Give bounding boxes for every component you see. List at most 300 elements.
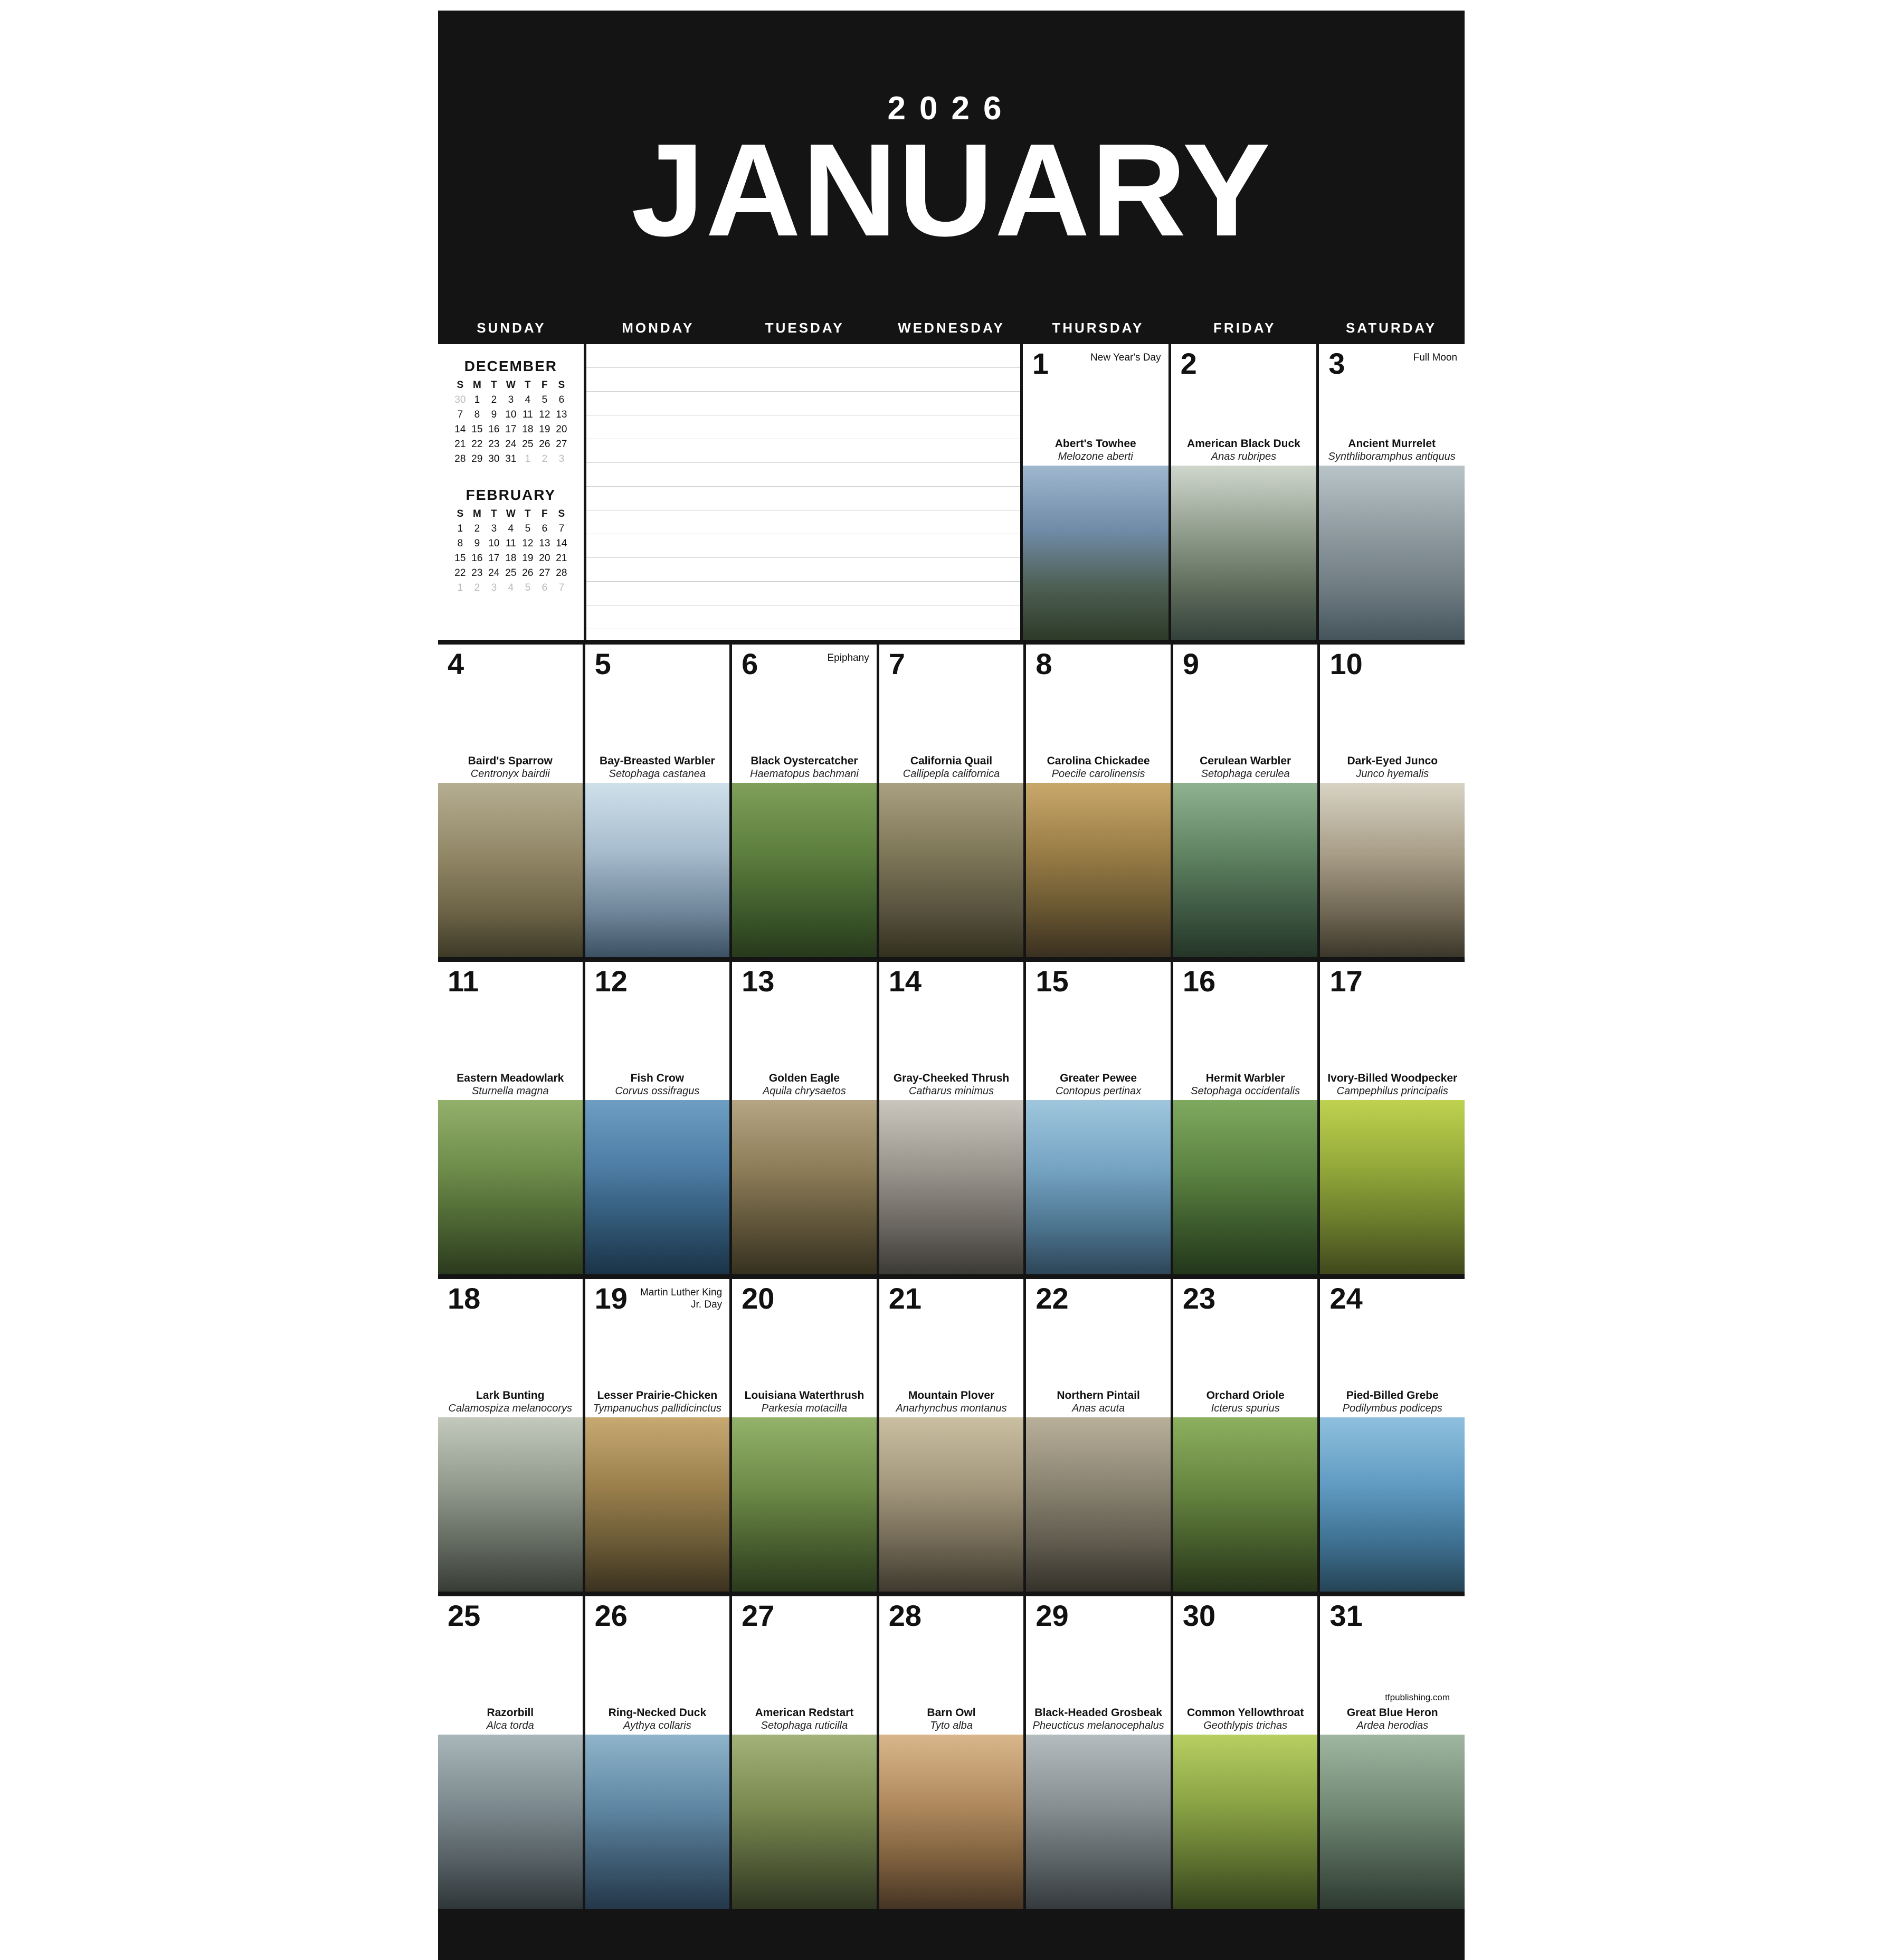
mini-day: 7 [558, 582, 565, 593]
weekday-monday: MONDAY [622, 320, 695, 336]
bird-block [1026, 754, 1171, 957]
bird-photo [879, 1735, 1024, 1909]
day-cell-19[interactable] [585, 1279, 730, 1592]
mini-day: 20 [539, 553, 550, 564]
bird-photo [1023, 466, 1168, 640]
bird-photo [585, 1735, 730, 1909]
bird-photo [585, 783, 730, 957]
mini-day: 17 [488, 553, 500, 564]
bird-photo [732, 1735, 877, 1909]
bird-latin: Anarhynchus montanus [896, 1403, 1007, 1414]
bird-latin: Contopus pertinax [1055, 1085, 1142, 1097]
mini-day: 19 [522, 553, 534, 564]
notes-lines[interactable] [586, 344, 1020, 640]
mini-day: 2 [491, 394, 497, 405]
day-number: 26 [594, 1599, 628, 1632]
mini-day: 1 [457, 523, 463, 534]
day-holiday: New Year's Day [1090, 352, 1161, 363]
day-number: 7 [888, 647, 905, 680]
mini-day: 7 [558, 523, 565, 534]
mini-day: 25 [522, 439, 534, 450]
day-cell-16[interactable] [1173, 962, 1318, 1274]
day-cell-13[interactable] [732, 962, 877, 1274]
mini-day: 12 [539, 409, 550, 420]
mini-day: 12 [522, 538, 534, 549]
day-cell-10[interactable] [1320, 645, 1465, 957]
bird-photo [1026, 1735, 1171, 1909]
day-cell-29[interactable] [1026, 1596, 1171, 1909]
bird-block [1026, 1389, 1171, 1592]
bird-name: Bay-Breasted Warbler [600, 755, 715, 767]
mini-day: 1 [474, 394, 480, 405]
bird-latin: Sturnella magna [471, 1085, 549, 1097]
mini-day: 24 [488, 567, 500, 579]
bird-photo [879, 1100, 1024, 1274]
mini-dow: T [525, 380, 531, 391]
bird-name: Ancient Murrelet [1348, 438, 1436, 450]
bird-block [585, 1072, 730, 1274]
mini-day: 15 [454, 553, 466, 564]
calendar-week-1 [438, 344, 1465, 645]
bird-photo [438, 1735, 583, 1909]
mini-day: 22 [471, 439, 483, 450]
mini-day: 2 [474, 523, 480, 534]
mini-day: 31 [505, 453, 517, 465]
calendar-week-4 [438, 1279, 1465, 1596]
mini-day: 27 [556, 439, 567, 450]
day-cell-9[interactable] [1173, 645, 1318, 957]
bird-name: American Redstart [755, 1707, 854, 1719]
day-cell-4[interactable] [438, 645, 583, 957]
calendar-poster [438, 11, 1465, 1890]
calendar-week-5 [438, 1596, 1465, 1914]
bird-photo [438, 1100, 583, 1274]
weekday-friday: FRIDAY [1213, 320, 1276, 336]
bird-name: Carolina Chickadee [1047, 755, 1150, 767]
mini-day: 23 [471, 567, 483, 579]
day-cell-20[interactable] [732, 1279, 877, 1592]
mini-day: 21 [454, 439, 466, 450]
day-number: 29 [1036, 1599, 1069, 1632]
bird-latin: Alca torda [486, 1720, 534, 1731]
mini-day: 4 [508, 523, 514, 534]
day-cell-15[interactable] [1026, 962, 1171, 1274]
day-cell-31[interactable] [1320, 1596, 1465, 1909]
bird-latin: Icterus spurius [1211, 1403, 1280, 1414]
bird-photo [1173, 783, 1318, 957]
weekday-saturday: SATURDAY [1346, 320, 1437, 336]
weekday-sunday: SUNDAY [477, 320, 546, 336]
mini-months-cell [438, 344, 584, 640]
bird-block [879, 1706, 1024, 1909]
day-cell-17[interactable] [1320, 962, 1465, 1274]
bird-block [438, 1389, 583, 1592]
bird-latin: Ardea herodias [1356, 1720, 1429, 1731]
day-number: 24 [1329, 1282, 1363, 1315]
bird-latin: Podilymbus podiceps [1342, 1403, 1442, 1414]
mini-dow: T [491, 380, 497, 391]
bird-block [732, 1389, 877, 1592]
bird-block [585, 754, 730, 957]
bird-photo [1320, 783, 1465, 957]
day-cell-6[interactable] [732, 645, 877, 957]
day-cell-11[interactable] [438, 962, 583, 1274]
bird-block [585, 1389, 730, 1592]
mini-day: 9 [491, 409, 497, 420]
day-cell-7[interactable] [879, 645, 1024, 957]
bird-block [1320, 1072, 1465, 1274]
day-number: 14 [888, 964, 922, 998]
bird-block [1026, 1072, 1171, 1274]
mini-day: 1 [457, 582, 463, 593]
day-cell-2[interactable] [1171, 344, 1317, 640]
bird-latin: Setophaga cerulea [1201, 768, 1290, 780]
bird-name: Black Oystercatcher [750, 755, 858, 767]
bird-name: Louisiana Waterthrush [744, 1389, 864, 1402]
mini-day: 18 [505, 553, 517, 564]
mini-day: 2 [542, 453, 548, 465]
mini-day: 16 [488, 424, 500, 435]
mini-day: 25 [505, 567, 517, 579]
bird-latin: Aquila chrysaetos [763, 1085, 846, 1097]
mini-day: 8 [457, 538, 463, 549]
weekday-wednesday: WEDNESDAY [898, 320, 1005, 336]
bird-latin: Parkesia motacilla [761, 1403, 848, 1414]
mini-dow: S [558, 508, 565, 519]
bird-name: Lesser Prairie-Chicken [597, 1389, 718, 1402]
bird-photo [879, 1417, 1024, 1592]
bird-name: Northern Pintail [1057, 1389, 1140, 1402]
bird-block [1320, 1692, 1465, 1909]
bird-block [879, 754, 1024, 957]
bird-name: Cerulean Warbler [1200, 755, 1291, 767]
bird-name: Great Blue Heron [1346, 1707, 1438, 1719]
day-number: 8 [1036, 647, 1052, 680]
mini-day: 7 [457, 409, 463, 420]
mini-day: 3 [491, 523, 497, 534]
bird-latin: Geothlypis trichas [1203, 1720, 1288, 1731]
day-number: 27 [742, 1599, 775, 1632]
mini-day: 5 [525, 523, 531, 534]
bird-block [879, 1072, 1024, 1274]
mini-day: 4 [508, 582, 514, 593]
bird-latin: Campephilus principalis [1336, 1085, 1448, 1097]
bird-name: Gray-Cheeked Thrush [893, 1072, 1010, 1084]
mini-day: 8 [474, 409, 480, 420]
bird-latin: Catharus minimus [908, 1085, 994, 1097]
bird-latin: Pheucticus melanocephalus [1032, 1720, 1164, 1731]
bird-name: Common Yellowthroat [1187, 1707, 1304, 1719]
day-cell-28[interactable] [879, 1596, 1024, 1909]
day-cell-18[interactable] [438, 1279, 583, 1592]
mini-day: 15 [471, 424, 483, 435]
mini-day: 4 [525, 394, 531, 405]
mini-month-february [438, 487, 584, 595]
weekday-thursday: THURSDAY [1052, 320, 1144, 336]
day-number: 6 [742, 647, 758, 680]
mini-day: 23 [488, 439, 500, 450]
bird-latin: Setophaga ruticilla [761, 1720, 848, 1731]
day-number: 23 [1182, 1282, 1216, 1315]
bird-photo [732, 783, 877, 957]
bird-block [585, 1706, 730, 1909]
mini-day: 14 [556, 538, 567, 549]
bird-latin: Tyto alba [930, 1720, 973, 1731]
bird-photo [732, 1100, 877, 1274]
bird-block [438, 1072, 583, 1274]
day-cell-1[interactable] [1023, 344, 1168, 640]
mini-day: 26 [539, 439, 550, 450]
bird-name: Eastern Meadowlark [457, 1072, 564, 1084]
day-number: 28 [888, 1599, 922, 1632]
bird-latin: Calamospiza melanocorys [448, 1403, 573, 1414]
mini-day: 13 [556, 409, 567, 420]
bird-block [1171, 437, 1317, 640]
bird-photo [1026, 1100, 1171, 1274]
mini-day: 21 [556, 553, 567, 564]
mini-day: 3 [558, 453, 565, 465]
bird-name: Lark Bunting [476, 1389, 545, 1402]
bird-name: Razorbill [487, 1707, 534, 1719]
mini-day: 30 [488, 453, 500, 465]
calendar-week-2 [438, 645, 1465, 962]
mini-dow: T [525, 508, 531, 519]
bird-photo [1173, 1735, 1318, 1909]
bird-photo [1026, 783, 1171, 957]
mini-day: 22 [454, 567, 466, 579]
weekday-tuesday: TUESDAY [765, 320, 844, 336]
day-cell-27[interactable] [732, 1596, 877, 1909]
mini-day: 28 [454, 453, 466, 465]
day-cell-26[interactable] [585, 1596, 730, 1909]
bird-block [732, 1072, 877, 1274]
mini-day: 6 [558, 394, 565, 405]
bird-name: Ivory-Billed Woodpecker [1327, 1072, 1458, 1084]
bird-block [1320, 1389, 1465, 1592]
day-number: 11 [448, 964, 479, 998]
bird-latin: Setophaga castanea [609, 768, 706, 780]
mini-dow: W [506, 380, 516, 391]
notes-area[interactable] [586, 344, 1023, 640]
day-holiday: Full Moon [1413, 352, 1458, 363]
mini-dow: F [542, 380, 548, 391]
bird-block [438, 754, 583, 957]
day-number: 16 [1182, 964, 1216, 998]
calendar-grid [438, 344, 1465, 1914]
mini-month-december [438, 358, 584, 467]
mini-day: 14 [454, 424, 466, 435]
bird-photo [1320, 1417, 1465, 1592]
day-number: 12 [594, 964, 628, 998]
bird-photo [1320, 1735, 1465, 1909]
bird-photo [585, 1417, 730, 1592]
bird-latin: Haematopus bachmani [750, 768, 859, 780]
mini-dow: T [491, 508, 497, 519]
mini-day: 5 [525, 582, 531, 593]
bird-name: Black-Headed Grosbeak [1034, 1707, 1162, 1719]
bird-name: American Black Duck [1187, 438, 1300, 450]
day-number: 5 [594, 647, 611, 680]
day-number: 22 [1036, 1282, 1069, 1315]
day-cell-23[interactable] [1173, 1279, 1318, 1592]
mini-day: 5 [542, 394, 548, 405]
publisher-credit: tfpublishing.com [1385, 1692, 1450, 1702]
day-cell-21[interactable] [879, 1279, 1024, 1592]
mini-day: 18 [522, 424, 534, 435]
mini-dow: F [542, 508, 548, 519]
day-cell-8[interactable] [1026, 645, 1171, 957]
mini-day: 10 [505, 409, 517, 420]
day-number: 19 [594, 1282, 628, 1315]
bird-name: Hermit Warbler [1205, 1072, 1285, 1084]
bird-name: Abert's Towhee [1054, 438, 1136, 450]
bird-photo [1026, 1417, 1171, 1592]
day-cell-14[interactable] [879, 962, 1024, 1274]
day-number: 1 [1032, 347, 1049, 380]
mini-day: 17 [505, 424, 517, 435]
bird-latin: Setophaga occidentalis [1191, 1085, 1300, 1097]
calendar-week-3 [438, 962, 1465, 1279]
day-cell-22[interactable] [1026, 1279, 1171, 1592]
bird-block [1319, 437, 1465, 640]
bird-photo [1173, 1100, 1318, 1274]
day-number: 10 [1329, 647, 1363, 680]
month-title: JANUARY [631, 116, 1272, 263]
calendar-footer [438, 1914, 1465, 1960]
day-number: 25 [448, 1599, 481, 1632]
bird-latin: Aythya collaris [623, 1720, 691, 1731]
bird-photo [879, 783, 1024, 957]
day-number: 13 [742, 964, 775, 998]
bird-name: Golden Eagle [768, 1072, 840, 1084]
bird-latin: Synthliboramphus antiquus [1328, 451, 1456, 462]
mini-day: 11 [505, 538, 516, 549]
bird-name: Dark-Eyed Junco [1347, 755, 1438, 767]
calendar-header [438, 11, 1465, 311]
day-holiday: Martin Luther King Jr. Day [640, 1287, 723, 1310]
bird-latin: Callipepla californica [902, 768, 1000, 780]
bird-block [1173, 1072, 1318, 1274]
bird-block [732, 1706, 877, 1909]
mini-day: 16 [471, 553, 483, 564]
bird-latin: Corvus ossifragus [615, 1085, 700, 1097]
bird-block [438, 1706, 583, 1909]
bird-block [732, 754, 877, 957]
bird-photo [732, 1417, 877, 1592]
mini-day: 1 [525, 453, 531, 465]
mini-day: 3 [508, 394, 514, 405]
day-cell-25[interactable] [438, 1596, 583, 1909]
bird-photo [438, 1417, 583, 1592]
day-cell-12[interactable] [585, 962, 730, 1274]
bird-name: Baird's Sparrow [468, 755, 553, 767]
mini-day: 9 [474, 538, 480, 549]
bird-photo [585, 1100, 730, 1274]
mini-day: 3 [491, 582, 497, 593]
mini-day: 27 [539, 567, 550, 579]
day-number: 30 [1182, 1599, 1216, 1632]
bird-latin: Centronyx bairdii [470, 768, 550, 780]
bird-name: Pied-Billed Grebe [1346, 1389, 1439, 1402]
day-number: 2 [1180, 347, 1197, 380]
bird-latin: Anas acuta [1072, 1403, 1125, 1414]
bird-photo [1320, 1100, 1465, 1274]
mini-day: 20 [556, 424, 567, 435]
bird-name: Ring-Necked Duck [608, 1707, 707, 1719]
mini-day: 19 [539, 424, 550, 435]
bird-block [1026, 1706, 1171, 1909]
bird-latin: Anas rubripes [1211, 451, 1277, 462]
mini-day: 6 [542, 523, 548, 534]
bird-block [879, 1389, 1024, 1592]
mini-day: 2 [474, 582, 480, 593]
day-cell-24[interactable] [1320, 1279, 1465, 1592]
bird-name: California Quail [910, 755, 993, 767]
mini-dow: S [457, 380, 464, 391]
bird-name: Orchard Oriole [1206, 1389, 1285, 1402]
bird-latin: Melozone aberti [1058, 451, 1133, 462]
year-label: 2026 [887, 90, 1015, 127]
mini-dow: M [472, 508, 481, 519]
mini-dow: M [472, 380, 481, 391]
bird-photo [1319, 466, 1465, 640]
mini-dow: S [457, 508, 464, 519]
bird-photo [1173, 1417, 1318, 1592]
mini-day: 10 [488, 538, 500, 549]
mini-day: 13 [539, 538, 550, 549]
day-number: 9 [1182, 647, 1200, 680]
mini-dow: W [506, 508, 516, 519]
day-number: 17 [1329, 964, 1363, 998]
mini-month-february-title: FEBRUARY [466, 487, 556, 503]
mini-day: 29 [471, 453, 483, 465]
weekday-header-row [438, 311, 1465, 344]
mini-day: 28 [556, 567, 567, 579]
bird-latin: Poecile carolinensis [1051, 768, 1145, 780]
mini-month-december-title: DECEMBER [464, 358, 557, 374]
day-holiday: Epiphany [827, 652, 869, 664]
day-number: 4 [448, 647, 464, 680]
mini-day: 26 [522, 567, 534, 579]
day-number: 21 [888, 1282, 922, 1315]
day-number: 18 [448, 1282, 481, 1315]
bird-block [1173, 1389, 1318, 1592]
day-number: 15 [1036, 964, 1069, 998]
day-number: 20 [742, 1282, 775, 1315]
bird-latin: Tympanuchus pallidicinctus [593, 1403, 721, 1414]
bird-name: Fish Crow [630, 1072, 685, 1084]
bird-block [1173, 754, 1318, 957]
bird-block [1320, 754, 1465, 957]
bird-name: Barn Owl [927, 1707, 976, 1719]
bird-photo [438, 783, 583, 957]
mini-dow: S [558, 380, 565, 391]
day-cell-5[interactable] [585, 645, 730, 957]
mini-day: 11 [522, 409, 533, 420]
day-cell-30[interactable] [1173, 1596, 1318, 1909]
bird-latin: Junco hyemalis [1356, 768, 1429, 780]
day-number: 3 [1328, 347, 1345, 380]
mini-day: 6 [542, 582, 548, 593]
bird-block [1023, 437, 1168, 640]
bird-photo [1171, 466, 1317, 640]
mini-day: 24 [505, 439, 517, 450]
bird-block [1173, 1706, 1318, 1909]
day-cell-3[interactable] [1319, 344, 1465, 640]
bird-name: Mountain Plover [908, 1389, 995, 1402]
mini-day: 30 [454, 394, 466, 405]
bird-name: Greater Pewee [1060, 1072, 1137, 1084]
